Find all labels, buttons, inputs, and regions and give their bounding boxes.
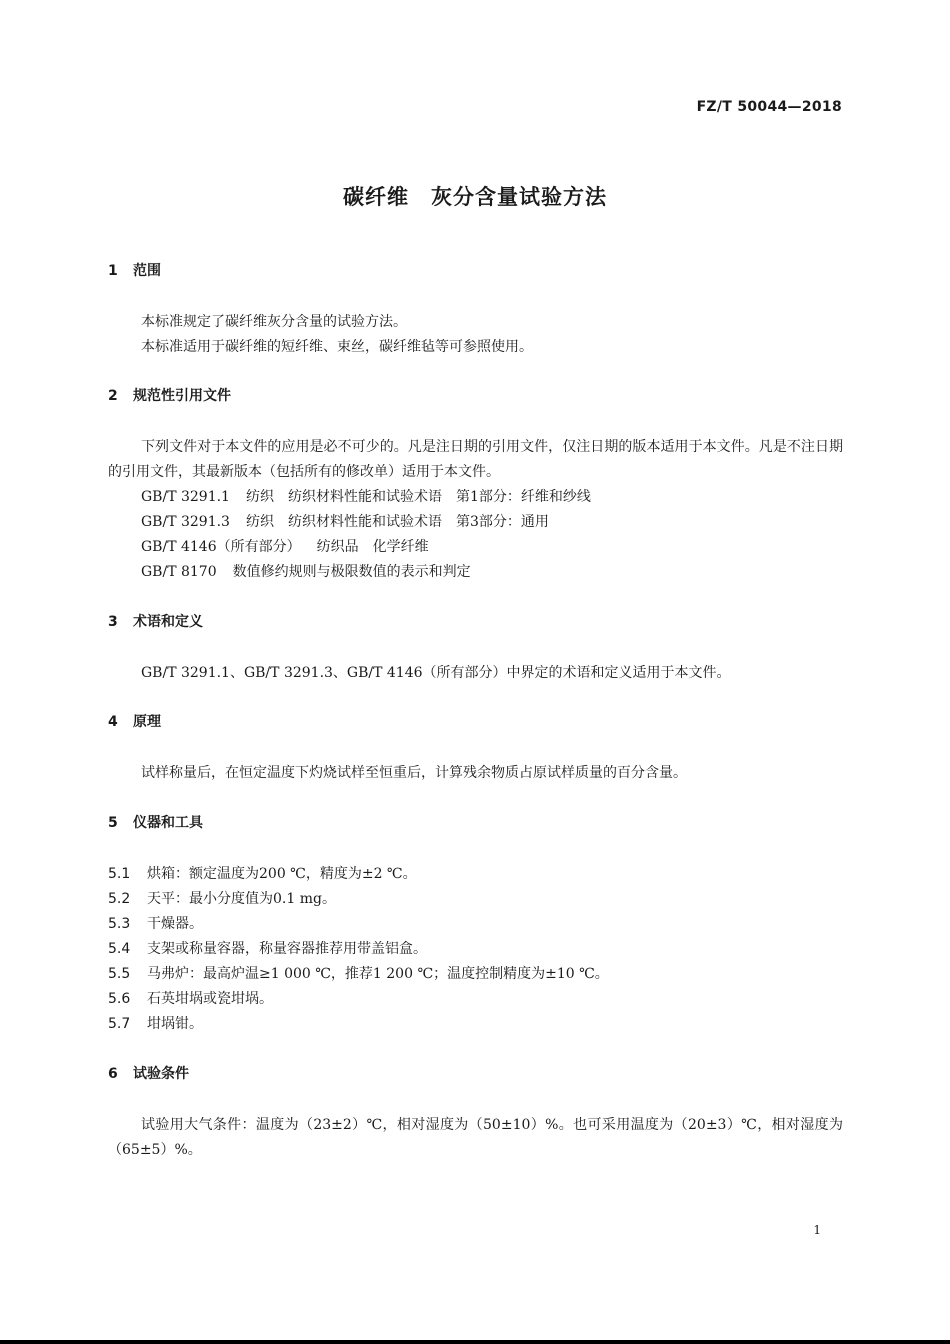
standard-code: FZ/T 50044—2018 bbox=[696, 99, 842, 115]
paragraph: 试验用大气条件：温度为（23±2）℃，相对湿度为（50±10）%。也可采用温度为（20±3）℃，相对湿度为（65±5）%。 bbox=[108, 1117, 843, 1158]
reference-title: 纺织品 化学纤维 bbox=[316, 539, 429, 555]
reference-code: GB/T 8170 bbox=[141, 564, 217, 580]
reference-code: GB/T 3291.3 bbox=[141, 514, 230, 530]
item-number: 5.2 bbox=[108, 891, 131, 907]
section-number: 6 bbox=[108, 1066, 118, 1082]
section-number: 1 bbox=[108, 263, 118, 279]
reference-item bbox=[108, 535, 843, 560]
section-apparatus bbox=[108, 812, 843, 1037]
apparatus-item bbox=[108, 1012, 843, 1037]
section-title: 原理 bbox=[133, 714, 161, 730]
apparatus-item bbox=[108, 912, 843, 937]
section-heading bbox=[108, 385, 843, 407]
item-text: 天平：最小分度值为0.1 mg。 bbox=[147, 891, 336, 907]
apparatus-item bbox=[108, 887, 843, 912]
paragraph: 下列文件对于本文件的应用是必不可少的。凡是注日期的引用文件，仅注日期的版本适用于本文件。凡是不注日期的引用文件，其最新版本（包括所有的修改单）适用于本文件。 bbox=[108, 439, 843, 480]
reference-code: GB/T 3291.1 bbox=[141, 489, 230, 505]
document-title: 碳纤维 灰分含量试验方法 bbox=[343, 185, 607, 209]
item-number: 5.7 bbox=[108, 1016, 131, 1032]
section-title: 规范性引用文件 bbox=[133, 388, 231, 404]
item-text: 干燥器。 bbox=[147, 916, 203, 932]
apparatus-item bbox=[108, 862, 843, 887]
item-text: 烘箱：额定温度为200 ℃，精度为±2 ℃。 bbox=[147, 866, 417, 882]
item-number: 5.6 bbox=[108, 991, 131, 1007]
apparatus-item bbox=[108, 962, 843, 987]
section-number: 5 bbox=[108, 815, 118, 831]
section-title: 试验条件 bbox=[133, 1066, 189, 1082]
section-title: 范围 bbox=[133, 263, 161, 279]
section-title: 术语和定义 bbox=[133, 614, 203, 630]
reference-code: GB/T 4146（所有部分） bbox=[141, 539, 301, 555]
apparatus-item bbox=[108, 987, 843, 1012]
item-number: 5.4 bbox=[108, 941, 131, 957]
section-heading bbox=[108, 711, 843, 733]
item-number: 5.5 bbox=[108, 966, 131, 982]
reference-item bbox=[108, 560, 843, 585]
paragraph: 试样称量后，在恒定温度下灼烧试样至恒重后，计算残余物质占原试样质量的百分含量。 bbox=[141, 765, 687, 781]
section-heading bbox=[108, 1063, 843, 1085]
reference-item bbox=[108, 485, 843, 510]
item-number: 5.3 bbox=[108, 916, 131, 932]
reference-title: 数值修约规则与极限数值的表示和判定 bbox=[232, 564, 471, 580]
section-number: 3 bbox=[108, 614, 118, 630]
reference-title: 纺织 纺织材料性能和试验术语 第1部分：纤维和纱线 bbox=[245, 489, 591, 505]
section-terms-definitions bbox=[108, 611, 843, 686]
item-number: 5.1 bbox=[108, 866, 131, 882]
section-principle bbox=[108, 711, 843, 786]
item-text: 支架或称量容器，称量容器推荐用带盖铝盒。 bbox=[147, 941, 427, 957]
section-number: 4 bbox=[108, 714, 118, 730]
paragraph: GB/T 3291.1、GB/T 3291.3、GB/T 4146（所有部分）中界定的术语和定义适用于本文件。 bbox=[141, 665, 731, 681]
item-text: 石英坩埚或瓷坩埚。 bbox=[147, 991, 273, 1007]
section-test-conditions bbox=[108, 1063, 843, 1163]
section-title: 仪器和工具 bbox=[133, 815, 203, 831]
apparatus-item bbox=[108, 937, 843, 962]
item-text: 马弗炉：最高炉温≥1 000 ℃，推荐1 200 ℃；温度控制精度为±10 ℃。 bbox=[147, 966, 609, 982]
item-text: 坩埚钳。 bbox=[147, 1016, 203, 1032]
section-scope bbox=[108, 260, 843, 360]
paragraph: 本标准适用于碳纤维的短纤维、束丝，碳纤维毡等可参照使用。 bbox=[141, 339, 533, 355]
page-number: 1 bbox=[813, 1223, 821, 1237]
section-number: 2 bbox=[108, 388, 118, 404]
section-heading bbox=[108, 611, 843, 633]
section-heading bbox=[108, 260, 843, 282]
reference-item bbox=[108, 510, 843, 535]
bottom-rule bbox=[0, 1340, 950, 1344]
section-normative-references bbox=[108, 385, 843, 585]
section-heading bbox=[108, 812, 843, 834]
paragraph: 本标准规定了碳纤维灰分含量的试验方法。 bbox=[141, 314, 407, 330]
reference-title: 纺织 纺织材料性能和试验术语 第3部分：通用 bbox=[245, 514, 549, 530]
